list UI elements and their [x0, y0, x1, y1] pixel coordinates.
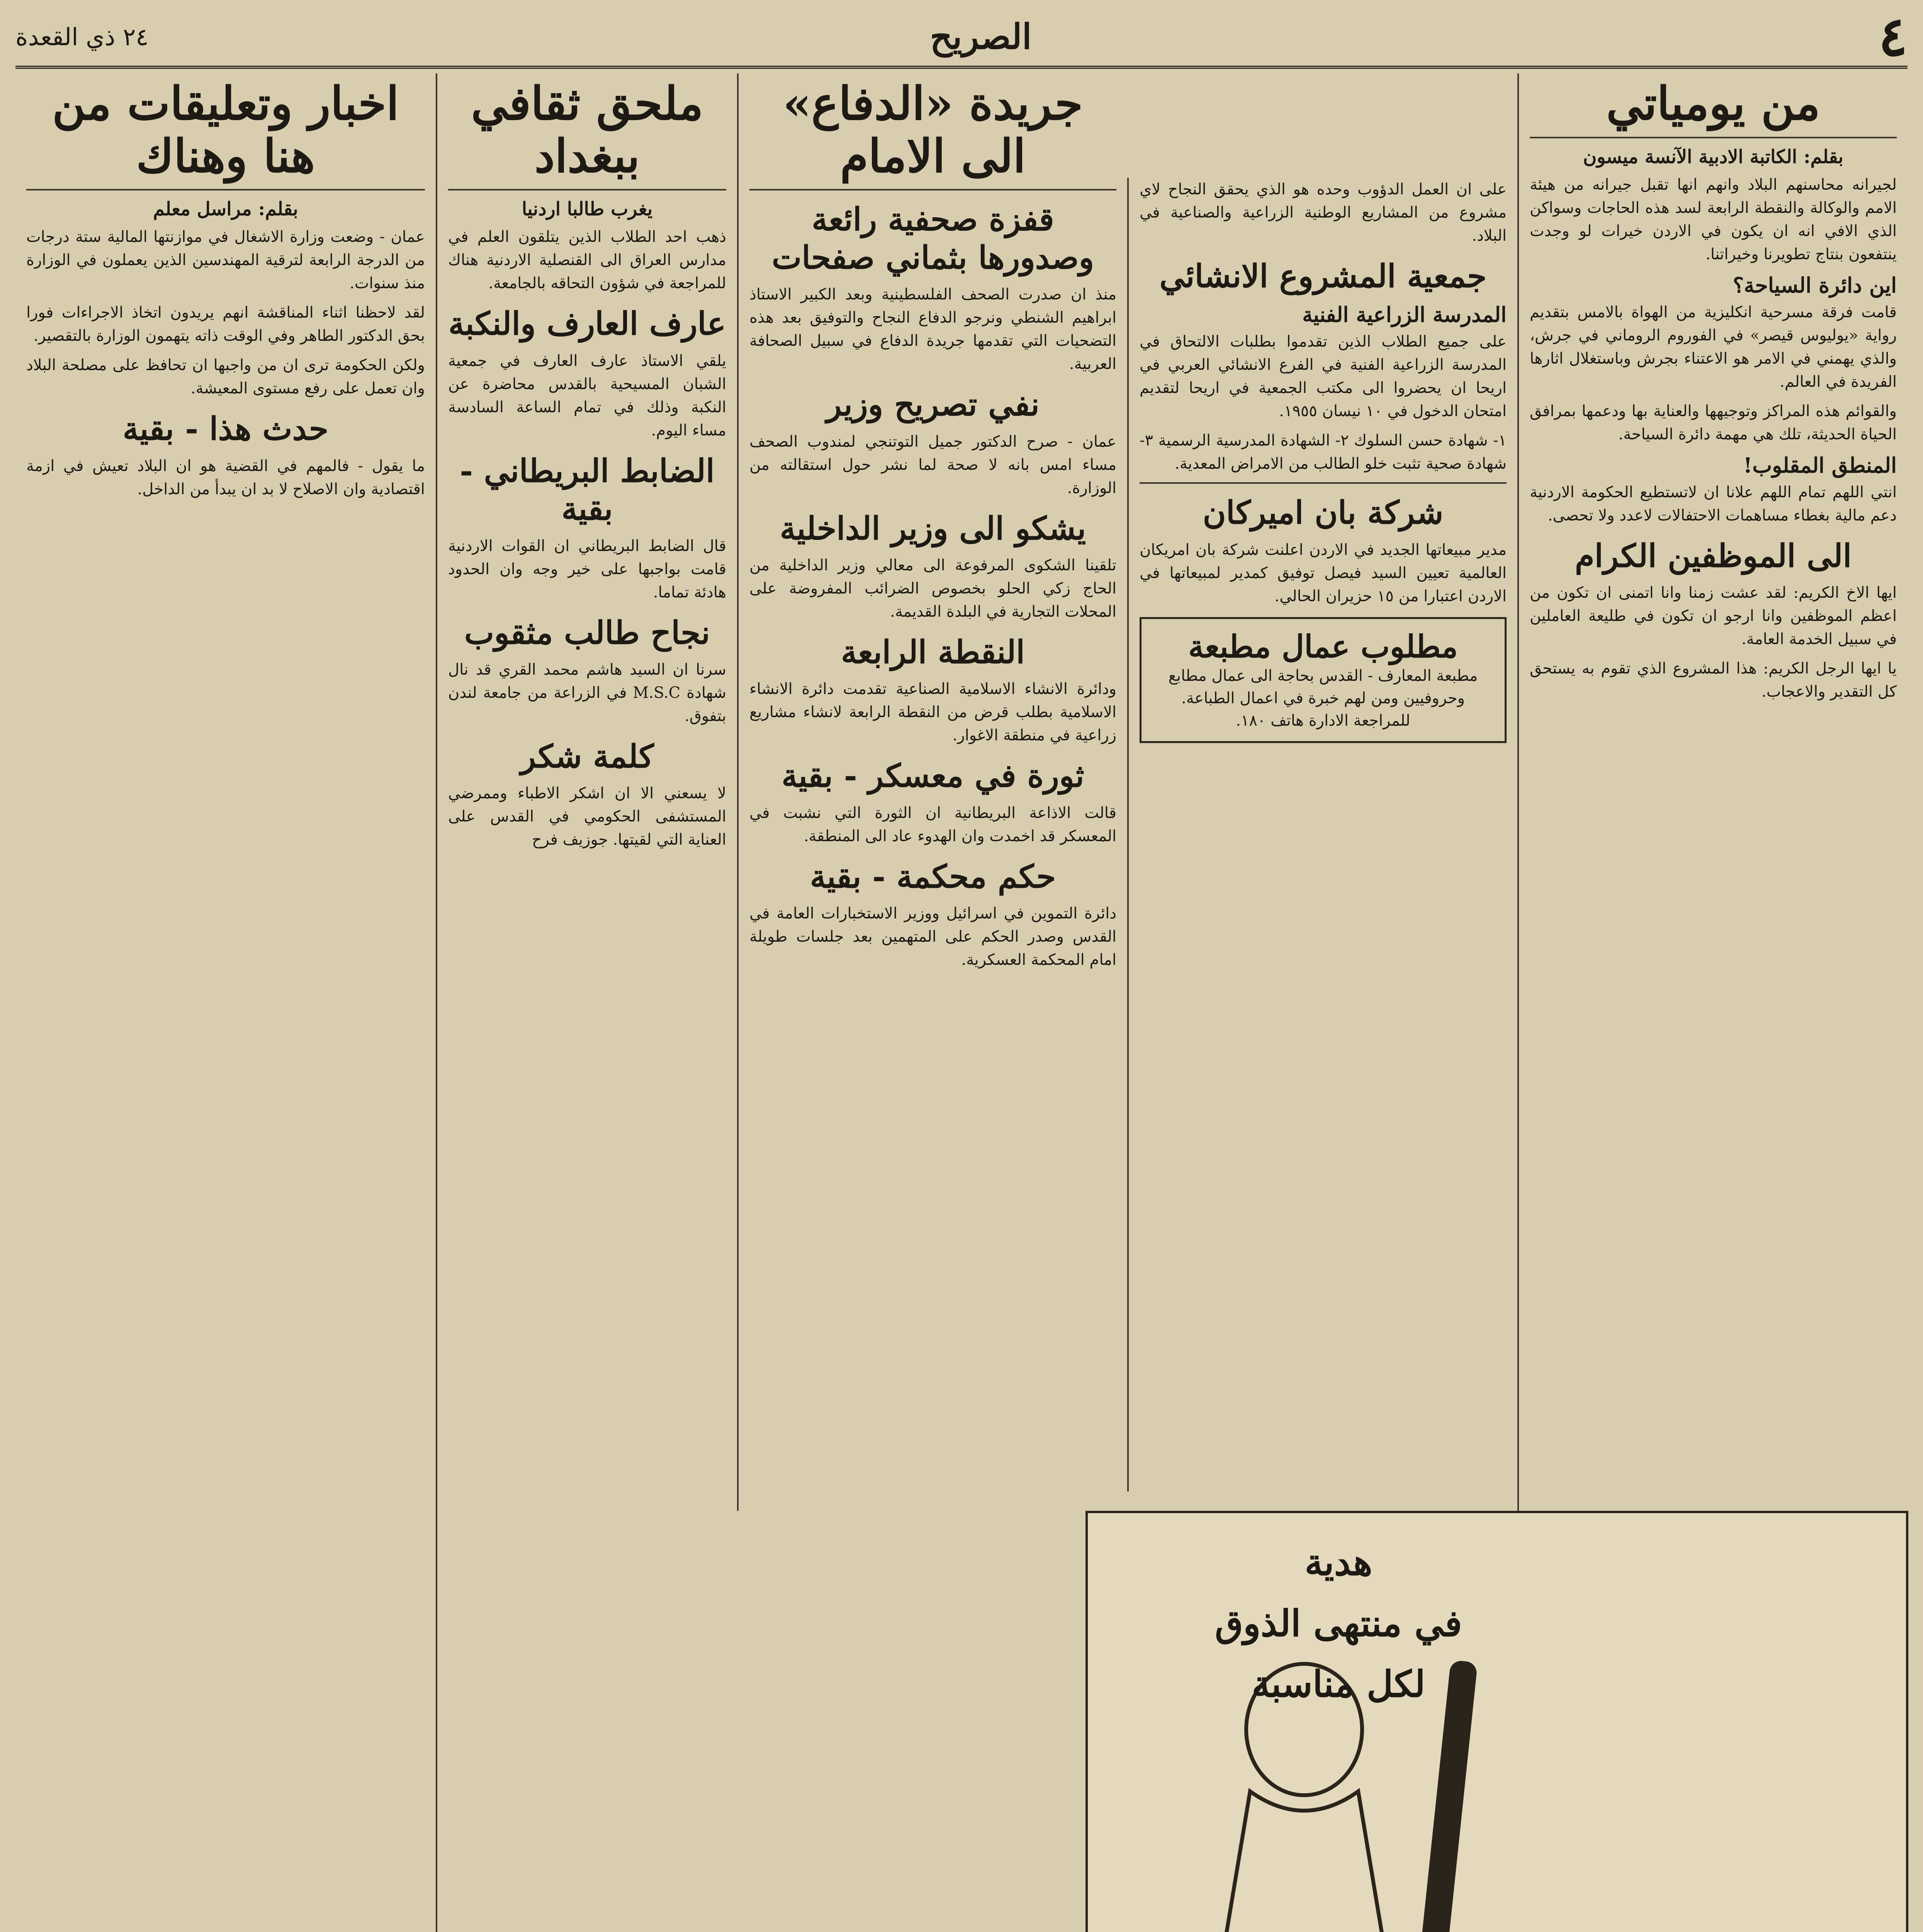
article-headline: كلمة شكر: [520, 738, 654, 775]
column-culture: [436, 73, 737, 1932]
paragraph: قال الضابط البريطاني ان القوات الاردنية قامت بواجبها على خير وجه وان الحدود هادئة تماما.: [448, 537, 726, 601]
gift-line: هدية: [1305, 1541, 1373, 1584]
paragraph: عمان - وضعت وزارة الاشغال في موازنتها المالية ستة درجات من الدرجة الرابعة لترقية المهندسين الذين يعملون في الوزارة منذ سنوات.: [26, 228, 425, 293]
gift-line: لكل مناسبة: [1252, 1663, 1425, 1706]
article-headline: جمعية المشروع الانشائي: [1159, 258, 1487, 295]
parker-pen-ad: [1086, 1511, 1908, 1932]
paragraph: عمان - صرح الدكتور جميل التوتنجي لمندوب الصحف مساء امس بانه لا صحة لما نشر حول استقالته من الوزارة.: [749, 432, 1116, 497]
paragraph: دائرة التموين في اسرائيل ووزير الاستخبارات العامة في القدس وصدر الحكم على المتهمين بعد جلسات طويلة امام المحكمة العسكرية.: [749, 905, 1116, 969]
subheading: اين دائرة السياحة؟: [1733, 272, 1897, 298]
paragraph: ولكن الحكومة ترى ان من واجبها ان تحافظ على مصلحة البلاد وان تعمل على رفع مستوى المعيشة.: [26, 356, 425, 398]
paragraph: ١- شهادة حسن السلوك ٢- الشهادة المدرسية الرسمية ٣- شهادة صحية تثبت خلو الطالب من الامراض المعدية.: [1140, 432, 1507, 473]
article-headline: شركة بان اميركان: [1203, 494, 1444, 532]
paragraph: ايها الاخ الكريم: لقد عشت زمنا وانا اتمنى ان تكون من اعظم الموظفين وانا ارجو ان تكون في طليعة العاملين في سبيل الخدمة العامة.: [1530, 584, 1897, 648]
article-headline: حكم محكمة - بقية: [810, 858, 1056, 895]
subheading: المدرسة الزراعية الفنية: [1302, 302, 1507, 327]
byline: بقلم: مراسل معلم: [153, 198, 298, 220]
article-title: اخبار وتعليقات من هنا وهناك: [26, 77, 425, 190]
paragraph: يا ايها الرجل الكريم: هذا المشروع الذي تقوم به يستحق كل التقدير والاعجاب.: [1530, 660, 1897, 701]
column-notices: [1127, 178, 1517, 1492]
ad-title: مطلوب عمال مطبعة: [1188, 628, 1458, 665]
article-headline: يشكو الى وزير الداخلية: [780, 510, 1086, 547]
paragraph: مدير مبيعاتها الجديد في الاردن اعلنت شركة بان امريكان العالمية تعيين السيد فيصل توفيق كمدير لمبيعاتها في الاردن اعتبارا من ١٥ حزيران الحالي.: [1140, 541, 1507, 605]
article-headline: الى الموظفين الكرام: [1575, 537, 1852, 575]
paragraph: على ان العمل الدؤوب وحده هو الذي يحقق النجاح لاي مشروع من المشاريع الوطنية الزراعية والصناعية في البلاد.: [1140, 180, 1507, 245]
byline: يغرب طالبا اردنيا: [522, 198, 653, 220]
article-title: جريدة «الدفاع» الى الامام: [749, 77, 1116, 190]
article-headline: نفي تصريح وزير: [826, 386, 1040, 423]
page-number: ٤: [1878, 5, 1908, 68]
column-news: [15, 73, 436, 1932]
paragraph: تلقينا الشكوى المرفوعة الى معالي وزير الداخلية من الحاج زكي الحلو بخصوص الضرائب المفروضة على المحلات التجارية في البلدة القديمة.: [749, 556, 1116, 621]
ad-body: مطبعة المعارف - القدس بحاجة الى عمال مطابع وحروفيين ومن لهم خبرة في اعمال الطباعة. للمراجعة الادارة هاتف ١٨٠.: [1168, 667, 1478, 730]
paragraph: سرنا ان السيد هاشم محمد القري قد نال شهادة M.S.C في الزراعة من جامعة لندن بتفوق.: [448, 660, 727, 725]
paragraph: منذ ان صدرت الصحف الفلسطينية وبعد الكبير الاستاذ ابراهيم الشنطي ونرجو الدفاع النجاح والتوفيق بعد هذه التضحيات التي تقدمها جريدة الدفاع في سبيل الصحافة العربية.: [749, 286, 1117, 373]
paragraph: والقوائم هذه المراكز وتوجيهها والعناية بها ودعمها بمرافق الحياة الحديثة، تلك هي مهمة دائرة السياحة.: [1530, 402, 1897, 443]
subheading: المنطق المقلوب!: [1743, 452, 1897, 478]
paragraph: لقد لاحظنا اثناء المناقشة انهم يريدون اتخاذ الاجراءات فورا بحق الدكتور الطاهر وفي الوقت ذاته يتهمون الوزارة بالتقصير.: [26, 304, 425, 345]
divider: [1140, 482, 1507, 484]
article-title: من يومياتي: [1530, 77, 1897, 138]
article-headline: عارف العارف والنكبة: [448, 305, 726, 343]
article-headline: نجاح طالب مثقوب: [464, 614, 710, 651]
column-defence: [737, 73, 1127, 1511]
paragraph: على جميع الطلاب الذين تقدموا بطلبات الالتحاق في المدرسة الزراعية الفنية في الفرع الانشائي العربي في اريحا ان يحضروا الى مكتب الجمعية في اريحا لتقديم امتحان الدخول في ١٠ نيسان ١٩٥٥.: [1140, 333, 1507, 420]
article-headline: قفزة صحفية رائعة وصدورها بثماني صفحات: [771, 201, 1094, 276]
paragraph: قامت فرقة مسرحية انكليزية من الهواة بالامس بتقديم رواية «يوليوس قيصر» في الفوروم الروماني في جرش، والذي يهمني في الامر هو الاعتناء بجرش وباستغلال اثارها الفريدة في العالم.: [1530, 303, 1897, 391]
newspaper-name: الصريح: [930, 16, 1032, 57]
page-header: [15, 5, 1908, 69]
paragraph: يلقي الاستاذ عارف العارف في جمعية الشبان المسيحية بالقدس محاضرة عن النكبة وذلك في تمام الساعة السادسة مساء اليوم.: [448, 352, 726, 439]
article-headline: حدث هذا - بقية: [122, 410, 329, 448]
paragraph: ذهب احد الطلاب الذين يتلقون العلم في مدارس العراق الى القنصلية الاردنية هناك للمراجعة في شؤون التحاقه بالجامعة.: [448, 228, 726, 293]
paragraph: انتي اللهم تمام اللهم علانا ان لاتستطيع الحكومة الاردنية دعم مالية بغطاء مساهمات الاحتفالات لاعدد ولا تحصى.: [1530, 483, 1897, 524]
article-headline: النقطة الرابعة: [841, 633, 1025, 671]
gift-line: في منتهى الذوق: [1215, 1602, 1462, 1645]
byline: بقلم: الكاتبة الادبية الآنسة ميسون: [1583, 146, 1844, 168]
article-headline: ثورة في معسكر - بقية: [781, 757, 1084, 795]
paragraph: قالت الاذاعة البريطانية ان الثورة التي نشبت في المعسكر قد اخمدت وان الهدوء عاد الى المنطقة.: [749, 804, 1116, 845]
paragraph: لا يسعني الا ان اشكر الاطباء وممرضي المستشفى الحكومي في القدس على العناية التي لقيتها. جوزيف فرح: [448, 784, 726, 849]
paragraph: لجيرانه محاسنهم البلاد وانهم انها تقبل جيرانه من هيئة الامم والوكالة والنقطة الرابعة لسد هذه الحاجات وسواكن الذي الافي انه ان يكون في الاردن خيرات لو وجدت ينتفعون بنتاج تطويرنا وخيراتنا.: [1530, 175, 1897, 263]
paragraph: ودائرة الانشاء الاسلامية الصناعية تقدمت دائرة الانشاء الاسلامية بطلب قرض من النقطة الرابعة لانشاء مشاريع زراعية في منطقة الاغوار.: [749, 680, 1116, 745]
article-headline: الضابط البريطاني - بقية: [460, 452, 715, 528]
article-title: ملحق ثقافي ببغداد: [448, 77, 726, 190]
issue-date: ٢٤ ذي القعدة: [15, 22, 149, 51]
paragraph: ما يقول - فالمهم في القضية هو ان البلاد تعيش في ازمة اقتصادية وان الاصلاح لا بد ان يبدأ من الداخل.: [26, 457, 425, 498]
print-workers-ad: [1140, 617, 1507, 743]
